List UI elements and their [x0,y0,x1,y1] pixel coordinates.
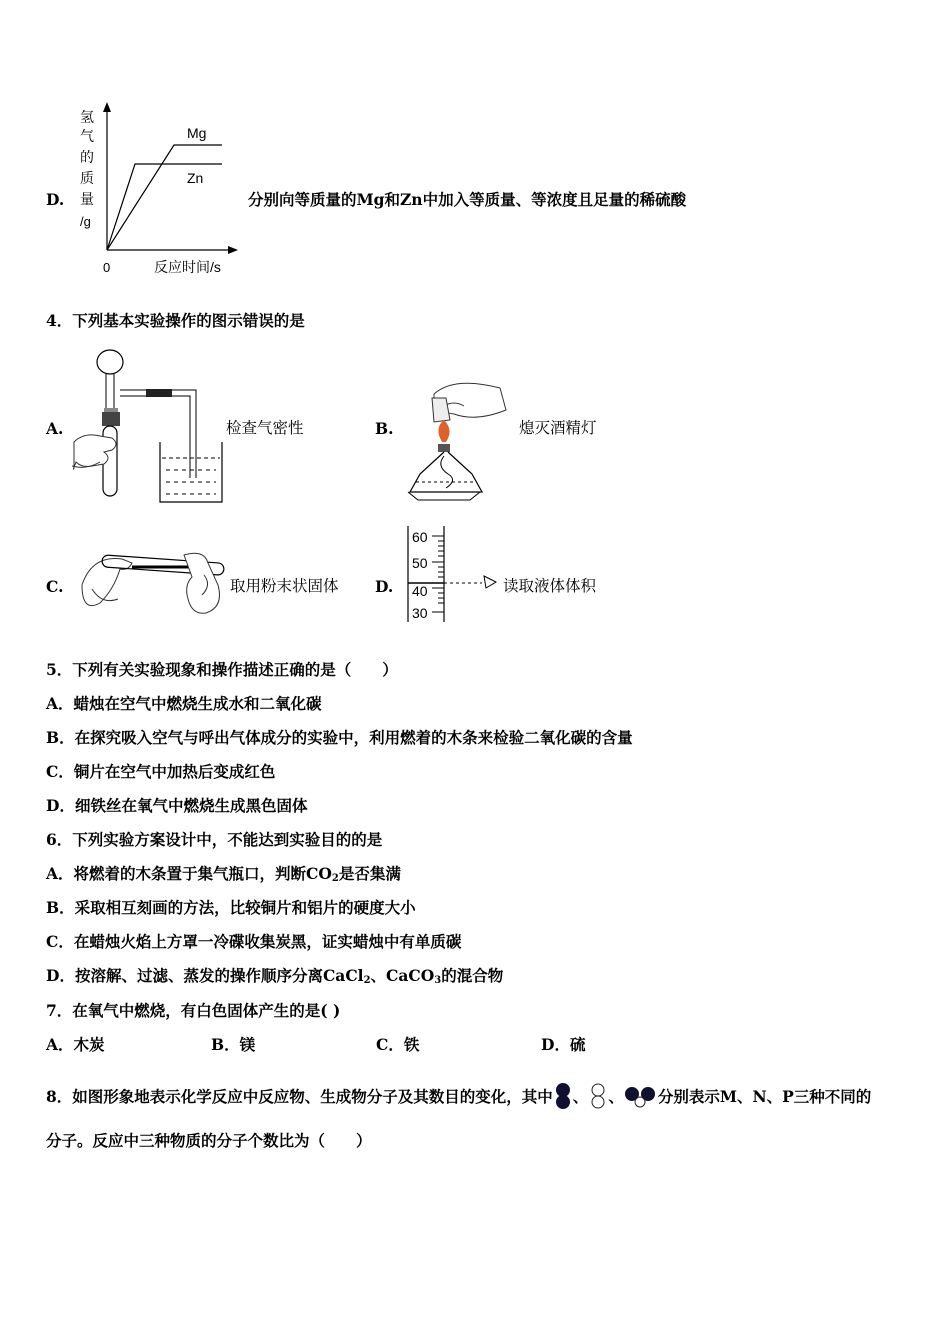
q4-option-b-label: B. [375,419,394,438]
q4-option-b-caption: 熄灭酒精灯 [519,420,597,437]
molecule-p-icon [624,1082,658,1110]
q4-option-d-caption: 读取液体体积 [503,578,597,595]
tick-30: 30 [412,605,428,621]
q7-option-b: B．镁 [211,1035,256,1054]
q4-option-a-caption: 检查气密性 [226,420,304,437]
y-label-5: 量 [80,191,94,207]
x-axis-arrow [228,246,238,254]
flame-icon [438,420,449,442]
tick-60: 60 [412,529,428,545]
q8-stem-line1: 8．如图形象地表示化学反应中反应物、生成物分子及其数目的变化，其中 、 、 分别表示M、N、P三种不同的 [46,1082,871,1110]
powder-solid-figure [72,545,228,621]
q6-option-b: B．采取相互刻画的方法，比较铜片和铝片的硬度大小 [46,898,416,917]
tick-40: 40 [412,583,428,599]
q4-option-c-label: C. [46,577,64,596]
y-axis-arrow [103,102,111,112]
q6-stem: 6．下列实验方案设计中，不能达到实验目的的是 [46,830,383,849]
alcohol-lamp-figure [404,378,512,502]
x-axis-label: 反应时间/s [154,259,221,275]
airtightness-check-figure [70,348,230,506]
y-label-3: 的 [80,149,94,165]
origin-label: 0 [103,260,111,275]
molecule-n-icon [588,1082,608,1110]
y-label-1: 氢 [80,109,94,125]
q3-option-d-label: D. [46,190,65,209]
graduated-cylinder-figure [400,522,504,626]
zn-label: Zn [187,170,204,186]
q6-option-d: D．按溶解、过滤、蒸发的操作顺序分离CaCl$_2$、CaCO$_3$的混合物 [46,966,504,986]
q7-stem: 7．在氧气中燃烧，有白色固体产生的是( ) [46,1001,341,1020]
q5-stem: 5．下列有关实验现象和操作描述正确的是（ ） [46,660,398,679]
hydrogen-mass-graph [70,100,250,280]
eye-icon [484,576,496,588]
q4-stem: 4．下列基本实验操作的图示错误的是 [46,311,305,330]
y-label-6: /g [80,214,91,229]
q4-option-d-label: D. [375,577,394,596]
q4-option-a-label: A. [46,419,64,438]
q3-option-d-text: 分别向等质量的Mg和Zn中加入等质量、等浓度且足量的稀硫酸 [248,190,687,209]
q6-option-c: C．在蜡烛火焰上方罩一冷碟收集炭黑，证实蜡烛中有单质碳 [46,932,462,951]
zn-line [107,164,222,250]
q6-option-a: A．将燃着的木条置于集气瓶口，判断$CO_2$是否集满 [46,864,401,884]
q7-option-d: D．硫 [541,1035,586,1054]
q8-stem-line2: 分子。反应中三种物质的分子个数比为（ ） [46,1131,372,1150]
mg-label: Mg [187,125,207,141]
y-label-2: 气 [80,128,94,144]
y-label-4: 质 [80,170,94,186]
q4-option-c-caption: 取用粉末状固体 [230,578,339,595]
q7-option-a: A．木炭 [46,1035,105,1054]
q5-option-c: C．铜片在空气中加热后变成红色 [46,762,276,781]
molecule-m-icon [553,1082,573,1110]
tick-50: 50 [412,555,428,571]
q5-option-b: B．在探究吸入空气与呼出气体成分的实验中，利用燃着的木条来检验二氧化碳的含量 [46,728,633,747]
q5-option-d: D．细铁丝在氧气中燃烧生成黑色固体 [46,796,308,815]
q5-option-a: A．蜡烛在空气中燃烧生成水和二氧化碳 [46,694,322,713]
q7-option-c: C．铁 [376,1035,420,1054]
